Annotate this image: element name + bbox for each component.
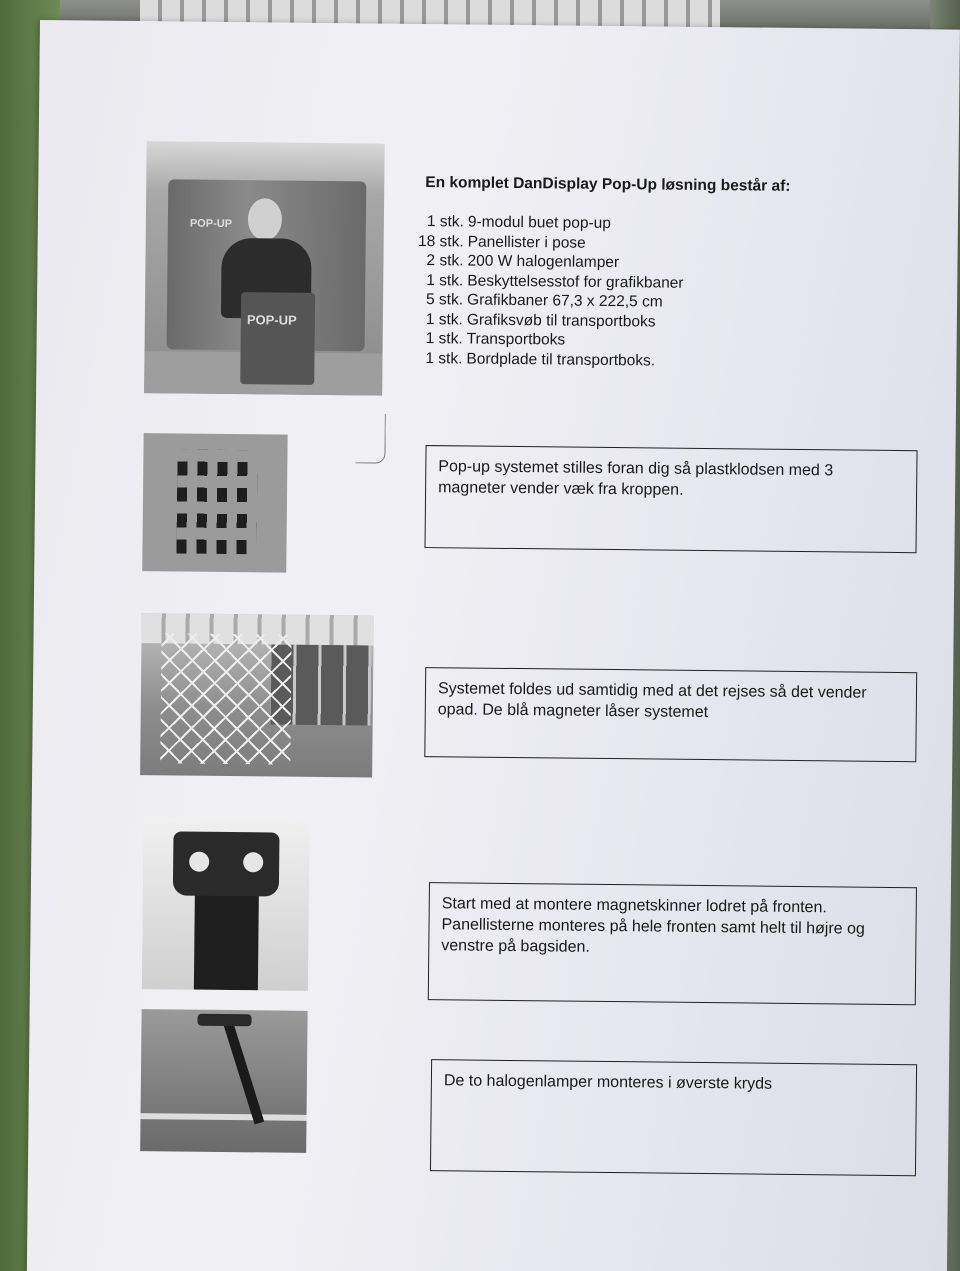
list-item: 1 stk. Transportboks (425, 330, 566, 349)
step-3-box (428, 882, 917, 1005)
step-4-box (430, 1059, 917, 1176)
list-item: 5 stk. Grafikbaner 67,3 x 222,5 cm (425, 291, 663, 311)
list-item: 1 stk. Bordplade til transportboks. (425, 349, 656, 369)
photo-magnet-rail (142, 817, 310, 991)
contents-list (416, 212, 838, 372)
list-item: 2 stk. 200 W halogenlamper (426, 252, 620, 272)
list-item: 1 stk. 9-modul buet pop-up (426, 213, 612, 232)
list-item: 18 stk. Panellister i pose (417, 232, 586, 252)
photo-magnet-grid (142, 433, 287, 573)
photo-drum-text: POP-UP (246, 312, 297, 328)
step-3-text: Start med at montere magnetskinner lodret på fronten. Panellisterne monteres på hele fronten samt helt til højre og venstre på bagsiden. (441, 895, 865, 956)
list-item: 1 stk. Beskyttelsesstof for grafikbaner (426, 271, 684, 292)
step-1-text: Pop-up systemet stilles foran dig så plastklodsen med 3 magneter vender væk fra kroppen. (438, 458, 834, 499)
page-heading: En komplet DanDisplay Pop-Up løsning består af: (425, 174, 791, 195)
pencil-mark (355, 413, 386, 463)
list-item: 1 stk. Grafiksvøb til transportboks (425, 310, 656, 330)
step-4-text: De to halogenlamper monteres i øverste kryds (443, 1072, 773, 1093)
instruction-sheet (27, 20, 960, 1271)
lamp-icon (197, 1014, 251, 1027)
photo-sign-text: POP-UP (189, 217, 233, 231)
step-2-text: Systemet foldes ud samtidig med at det rejses så det vender opad. De blå magneter låser systemet (437, 680, 867, 722)
step-2-box (424, 667, 917, 762)
photo-halogen-lamp (140, 1009, 307, 1153)
photo-frame-unfolding (140, 613, 374, 777)
photo-popup-display (144, 141, 385, 395)
step-1-box (424, 445, 917, 553)
